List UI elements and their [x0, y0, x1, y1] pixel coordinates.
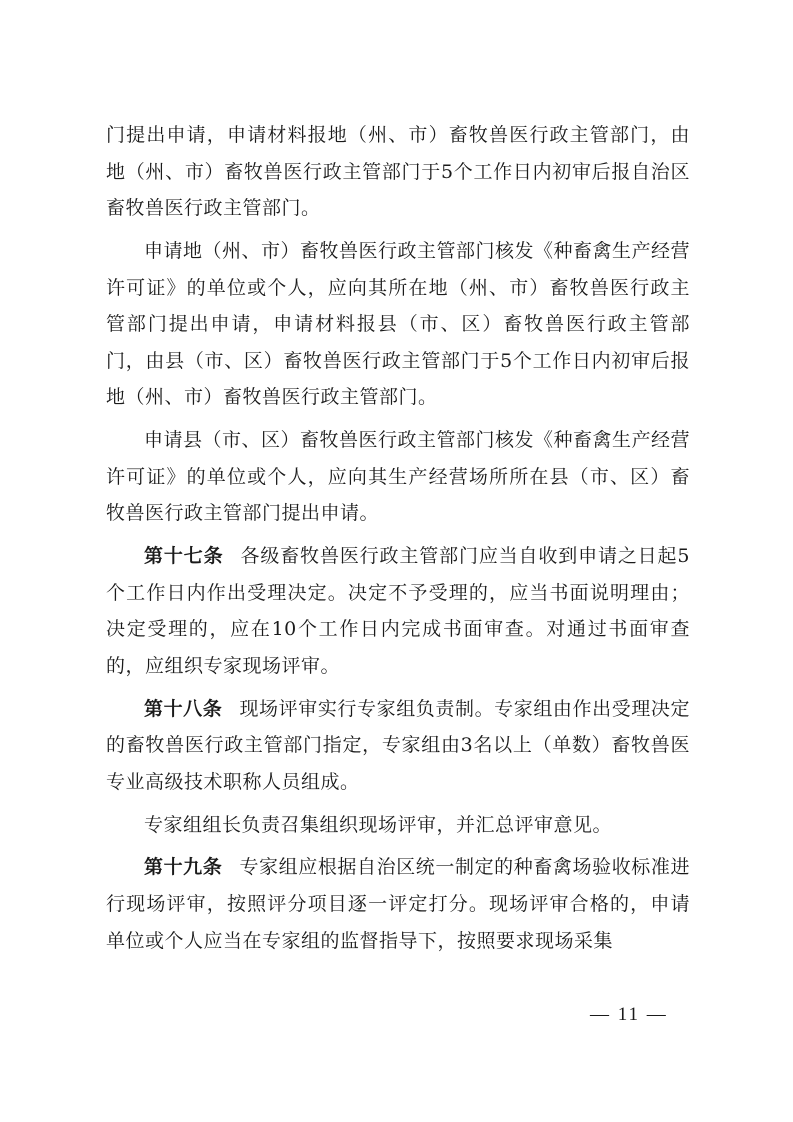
article-19-label: 第十九条 [144, 856, 223, 879]
page-number: — 11 — [590, 1004, 668, 1025]
article-18-label: 第十八条 [144, 697, 223, 720]
paragraph-6 [106, 807, 690, 844]
paragraph-2-text: 申请地（州、市）畜牧兽医行政主管部门核发《种畜禽生产经营许可证》的单位或个人，应向其所在地（州、市）畜牧兽医行政主管部门提出申请，申请材料报县（市、区）畜牧兽医行政主管部门，由县（市、区）畜牧兽医行政主管部门于5个工作日内初审后报地（州、市）畜牧兽医行政主管部门。 [106, 239, 691, 409]
article-18 [106, 691, 690, 801]
article-17-text: 各级畜牧兽医行政主管部门应当自收到申请之日起5个工作日内作出受理决定。决定不予受理的，应当书面说明理由；决定受理的，应在10个工作日内完成书面审查。对通过书面审查的，应组织专家现场评审。 [106, 545, 690, 677]
article-19-text: 专家组应根据自治区统一制定的种畜禽场验收标准进行现场评审，按照评分项目逐一评定打分。现场评审合格的，申请单位或个人应当在专家组的监督指导下，按照要求现场采集 [106, 856, 690, 952]
paragraph-3-text: 申请县（市、区）畜牧兽医行政主管部门核发《种畜禽生产经营许可证》的单位或个人，应向其生产经营场所所在县（市、区）畜牧兽医行政主管部门提出申请。 [106, 429, 691, 525]
article-18-text: 现场评审实行专家组负责制。专家组由作出受理决定的畜牧兽医行政主管部门指定，专家组由3名以上（单数）畜牧兽医专业高级技术职称人员组成。 [106, 697, 690, 793]
paragraph-6-text: 专家组组长负责召集组织现场评审，并汇总评审意见。 [144, 813, 613, 836]
paragraph-2 [106, 233, 690, 416]
article-17-label: 第十七条 [144, 545, 224, 568]
paragraph-1-text: 门提出申请，申请材料报地（州、市）畜牧兽医行政主管部门，由地（州、市）畜牧兽医行政主管部门于5个工作日内初审后报自治区畜牧兽医行政主管部门。 [106, 124, 690, 220]
paragraph-1 [106, 117, 690, 227]
article-19 [106, 849, 690, 959]
article-17 [106, 538, 690, 684]
document-body [106, 117, 690, 965]
paragraph-3 [106, 422, 690, 532]
